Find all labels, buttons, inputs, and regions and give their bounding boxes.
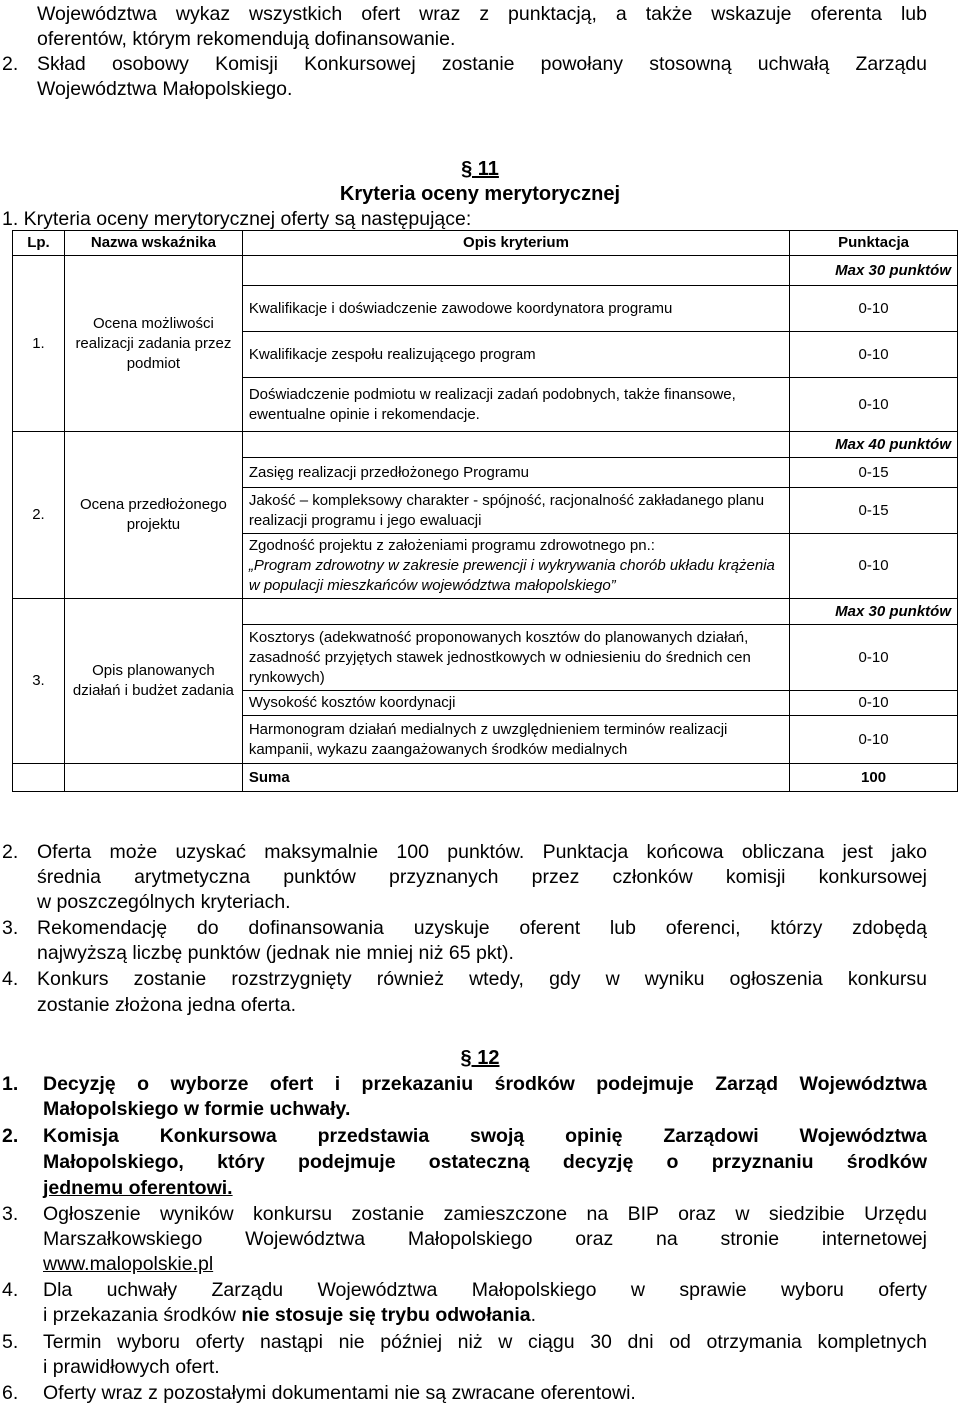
- criterion-desc-plain: Zgodność projektu z założeniami programu zdrowotnego pn.:: [248, 537, 655, 554]
- paragraph-line: Skład osobowy Komisji Konkursowej zostanie powołany stosowną uchwałą Zarządu: [37, 53, 927, 75]
- criterion-desc-italic: „Program zdrowotny w zakresie prewencji i wykrywania chorób układu krążenia w populacji mieszkańców województwa małopolskiego”: [248, 557, 775, 594]
- table-row: [13, 256, 958, 286]
- paragraph-line: Oferty wraz z pozostałymi dokumentami nie są zwracane oferentowi.: [43, 1382, 636, 1404]
- group-lp: 1.: [13, 256, 65, 432]
- website-link[interactable]: www.malopolskie.pl: [43, 1253, 214, 1275]
- list-number: 4.: [2, 968, 19, 990]
- paragraph-line: zostanie złożona jedna oferta.: [37, 994, 297, 1016]
- paragraph-line: najwyższą liczbę punktów (jednak nie mniej niż 65 pkt).: [37, 942, 514, 964]
- paragraph-line: w poszczególnych kryteriach.: [37, 891, 291, 913]
- paragraph-line: Województwa Małopolskiego.: [37, 78, 293, 100]
- criterion-points: 0-10: [790, 716, 958, 764]
- sum-row: [13, 764, 958, 792]
- criterion-desc: Kosztorys (adekwatność proponowanych kosztów do planowanych działań, zasadność przyjętych stawek jednostkowych w odniesieniu do średnich cen rynkowych): [242, 625, 789, 691]
- criteria-table: [12, 230, 958, 792]
- paragraph-line: Województwa wykaz wszystkich ofert wraz z punktacją, a także wskazuje oferenta lub: [37, 3, 927, 25]
- criterion-desc: [242, 534, 789, 599]
- text-plain: .: [530, 1304, 537, 1326]
- criterion-points: 0-10: [790, 332, 958, 378]
- paragraph-line: jednemu oferentowi.: [43, 1177, 233, 1199]
- group-name: Opis planowanych działań i budżet zadania: [64, 599, 242, 764]
- max-spacer: [242, 432, 789, 458]
- table-header-row: [13, 231, 958, 256]
- section-sign: [0, 156, 960, 182]
- criterion-desc: Wysokość kosztów koordynacji: [242, 691, 789, 716]
- criterion-desc: Zasięg realizacji przedłożonego Programu: [242, 458, 789, 488]
- section-sign-text: § 12: [460, 1047, 500, 1069]
- criterion-points: 0-10: [790, 534, 958, 599]
- max-points: Max 40 punktów: [790, 432, 958, 458]
- header-score: Punktacja: [790, 231, 958, 256]
- criterion-points: 0-15: [790, 458, 958, 488]
- list-number: 3.: [2, 917, 19, 939]
- sum-spacer: [13, 764, 65, 792]
- paragraph-line: Małopolskiego, który podejmuje ostateczną decyzję o przyznaniu środków: [43, 1151, 927, 1173]
- group-name: Ocena przedłożonego projektu: [64, 432, 242, 599]
- paragraph-line: Małopolskiego w formie uchwały.: [43, 1098, 351, 1120]
- list-number: 3.: [2, 1203, 19, 1225]
- group-lp: 2.: [13, 432, 65, 599]
- group-lp: 3.: [13, 599, 65, 764]
- criterion-desc: Kwalifikacje i doświadczenie zawodowe koordynatora programu: [242, 286, 789, 332]
- paragraph-line: Decyzję o wyborze ofert i przekazaniu środków podejmuje Zarząd Województwa: [43, 1073, 927, 1095]
- max-spacer: [242, 599, 789, 625]
- list-number: 2.: [2, 1125, 19, 1147]
- section-intro: 1. Kryteria oceny merytorycznej oferty są następujące:: [2, 208, 472, 230]
- sum-label: Suma: [242, 764, 789, 792]
- paragraph-line: Oferta może uzyskać maksymalnie 100 punktów. Punktacja końcowa obliczana jest jako: [37, 841, 927, 863]
- criterion-desc: Doświadczenie podmiotu w realizacji zadań podobnych, także finansowe, ewentualne opinie i rekomendacje.: [242, 378, 789, 432]
- group-name: Ocena możliwości realizacji zadania przez podmiot: [64, 256, 242, 432]
- paragraph-line: oferentów, którym rekomendują dofinansowanie.: [37, 28, 456, 50]
- section-title: Kryteria oceny merytorycznej: [339, 183, 621, 205]
- criterion-desc: Harmonogram działań medialnych z uwzględnieniem terminów realizacji kampanii, wykazu zaangażowanych środków medialnych: [242, 716, 789, 764]
- criterion-points: 0-10: [790, 625, 958, 691]
- section-sign: [0, 1045, 960, 1071]
- paragraph-line: średnia arytmetyczna punktów przyznanych przez członków komisji konkursowej: [37, 866, 927, 888]
- criterion-points: 0-10: [790, 691, 958, 716]
- table-row: [13, 432, 958, 458]
- list-number: 4.: [2, 1279, 19, 1301]
- max-spacer: [242, 256, 789, 286]
- criterion-points: 0-10: [790, 378, 958, 432]
- paragraph-line: Termin wyboru oferty nastąpi nie później niż w ciągu 30 dni od otrzymania kompletnych: [43, 1331, 927, 1353]
- list-number: 1.: [2, 1073, 19, 1095]
- text-bold: nie stosuje się trybu odwołania: [241, 1304, 531, 1326]
- max-points: Max 30 punktów: [790, 256, 958, 286]
- header-name: Nazwa wskaźnika: [64, 231, 242, 256]
- paragraph-line: Marszałkowskiego Województwa Małopolskiego oraz na stronie internetowej: [43, 1228, 927, 1250]
- header-lp: Lp.: [13, 231, 65, 256]
- criterion-points: 0-10: [790, 286, 958, 332]
- paragraph-line: Ogłoszenie wyników konkursu zostanie zamieszczone na BIP oraz w siedzibie Urzędu: [43, 1203, 927, 1225]
- criterion-desc: Kwalifikacje zespołu realizującego program: [242, 332, 789, 378]
- list-number: 5.: [2, 1331, 19, 1353]
- list-number: 2.: [2, 53, 19, 75]
- paragraph-line: Komisja Konkursowa przedstawia swoją opinię Zarządowi Województwa: [43, 1125, 927, 1147]
- list-number: 2.: [2, 841, 19, 863]
- sum-spacer: [64, 764, 242, 792]
- table-row: [13, 599, 958, 625]
- criterion-points: 0-15: [790, 488, 958, 534]
- sum-value: 100: [790, 764, 958, 792]
- paragraph-line: Dla uchwały Zarządu Województwa Małopolskiego w sprawie wyboru oferty: [43, 1279, 927, 1301]
- criterion-desc: Jakość – kompleksowy charakter - spójność, racjonalność zakładanego planu realizacji programu i jego ewaluacji: [242, 488, 789, 534]
- list-number: 6.: [2, 1382, 19, 1404]
- paragraph-line: Rekomendację do dofinansowania uzyskuje oferent lub oferenci, którzy zdobędą: [37, 917, 927, 939]
- section-sign-text: § 11: [461, 158, 499, 180]
- text-plain: i przekazania środków: [43, 1304, 242, 1326]
- header-desc: Opis kryterium: [242, 231, 789, 256]
- paragraph-line: Konkurs zostanie rozstrzygnięty również wtedy, gdy w wyniku ogłoszenia konkursu: [37, 968, 927, 990]
- max-points: Max 30 punktów: [790, 599, 958, 625]
- paragraph-line: [43, 1303, 536, 1327]
- paragraph-line: i prawidłowych ofert.: [43, 1356, 220, 1378]
